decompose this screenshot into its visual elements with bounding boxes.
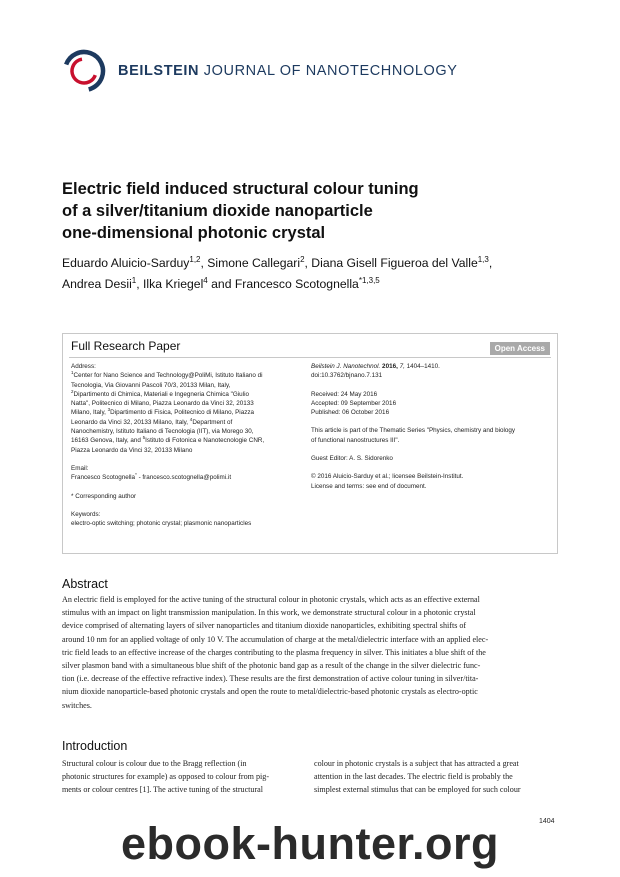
published-date: Published: 06 October 2016 [311, 409, 390, 417]
abstract-line: An electric field is employed for the active tuning of the structural colour in photonic crystals, which acts as an effective external [62, 595, 480, 604]
accepted-date: Accepted: 09 September 2016 [311, 399, 397, 407]
keywords-block [71, 510, 303, 529]
info-left-column [71, 362, 303, 537]
address-text: Dipartimento di Fisica, Politecnico di Milano, Piazza [110, 409, 254, 417]
address-text: Milano, Italy, [71, 409, 108, 417]
citation-year: 2016, [380, 363, 398, 370]
abstract-line: switches. [62, 700, 92, 710]
intro-line: simplest external stimulus that can be employed for such colour [314, 785, 521, 795]
license-block [311, 472, 553, 491]
address-line [71, 371, 303, 380]
author-scotognella: and Francesco Scotognella [207, 277, 359, 291]
address-block [71, 362, 303, 455]
guest-editor-block [311, 454, 553, 463]
affil-sup: 4 [203, 275, 208, 285]
abstract-line: stimulus with an impact on light transmission manipulation. In this work, we demonstrate structural colour in a photonic crystal [62, 608, 476, 618]
title-line-1: Electric field induced structural colour tuning [62, 180, 419, 198]
journal-title-bold: BEILSTEIN [118, 63, 200, 79]
address-text: Istituto di Fotonica e Nanotecnologie CNR, [145, 437, 265, 445]
affil-sup: 3 [107, 407, 111, 413]
abstract-line: around 10 nm for an applied voltage of only 10 V. The accumulation of charge at the metal/dielectric interface with an applied elec- [62, 634, 489, 644]
intro-line: Structural colour is colour due to the Bragg reflection (in [62, 759, 247, 768]
citation-volume: 7, [397, 363, 405, 370]
dates-block [311, 390, 553, 418]
author-line-1 [62, 253, 562, 274]
address-line: Nanochemistry, Istituto Italiano di Tecnologia (IIT), via Morego 30, [71, 428, 254, 436]
affil-sup: *1,3,5 [358, 275, 380, 285]
info-right-column [311, 362, 553, 500]
series-line: of functional nanostructures III". [311, 436, 400, 444]
received-date: Received: 24 May 2016 [311, 390, 378, 398]
journal-title [118, 63, 458, 79]
affil-sup: * [135, 472, 137, 478]
author-callegari: , Simone Callegari [200, 256, 301, 270]
introduction-left-column [62, 757, 306, 797]
keywords-label: Keywords: [71, 510, 101, 518]
doi-link[interactable]: doi:10.3762/bjnano.7.131 [311, 372, 383, 380]
intro-line: photonic structures for example) as opposed to colour from pig- [62, 772, 270, 782]
affil-sup: 5 [142, 435, 146, 441]
introduction-right-column [314, 757, 558, 797]
address-text: Dipartimento di Chimica, Materiali e Ingegneria Chimica "Giulio [73, 390, 249, 398]
abstract-line: silver plasmon band with a simultaneous blue shift of the photonic band gap as a result of the change in the silver dielectric func- [62, 661, 481, 671]
author-line-2 [62, 274, 562, 295]
thematic-series [311, 426, 553, 445]
license-line: License and terms: see end of document. [311, 482, 427, 490]
open-access-badge: Open Access [490, 342, 550, 355]
affil-sup: 2 [71, 388, 74, 394]
abstract-line: tric field leads to an effective increase of the charges contributing to the plasma frequency in silver. This initiates a blue shift of the [62, 647, 486, 657]
citation-journal: Beilstein J. Nanotechnol. [311, 363, 381, 370]
box-divider [69, 357, 551, 358]
title-line-2: of a silver/titanium dioxide nanoparticle [62, 202, 373, 220]
article-title [62, 178, 482, 244]
corresponding-author-text: * Corresponding author [71, 492, 137, 500]
affil-sup: 2 [300, 254, 305, 264]
address-line [71, 408, 303, 417]
corresponding-note [71, 492, 303, 501]
address-line [71, 390, 303, 399]
article-type: Full Research Paper [71, 339, 181, 353]
intro-line: ments or colour centres [1]. The active tuning of the structural [62, 785, 264, 795]
abstract-body [62, 593, 558, 712]
email-block [71, 464, 303, 483]
intro-line: attention in the last decades. The electric field is probably the [314, 772, 513, 782]
copyright-line: © 2016 Aluicio-Sarduy et al.; licensee Beilstein-Institut. [311, 473, 464, 481]
title-line-3: one-dimensional photonic crystal [62, 224, 326, 242]
keywords-text: electro-optic switching; photonic crystal; plasmonic nanoparticles [71, 520, 252, 528]
address-line: Piazza Leonardo da Vinci 32, 20133 Milano [71, 446, 193, 454]
author-figueroa: , Diana Gisell Figueroa del Valle [304, 256, 478, 270]
email-author: Francesco Scotognella [71, 474, 136, 482]
series-line: This article is part of the Thematic Series "Physics, chemistry and biology [311, 427, 516, 435]
abstract-line: device comprised of alternating layers of silver nanoparticles and titanium dioxide nanoparticles, exhibiting spectral shifts of [62, 621, 467, 631]
address-line [71, 436, 303, 445]
address-label: Address: [71, 363, 96, 370]
citation-line [311, 362, 553, 371]
address-text: Center for Nano Science and Technology@PoliMi, Istituto Italiano di [73, 372, 263, 380]
address-text: Department of [192, 418, 233, 426]
author-desii: Andrea Desii [62, 277, 132, 291]
address-line [71, 418, 303, 427]
address-text: Leonardo da Vinci 32, 20133 Milano, Italy, [71, 418, 190, 426]
guest-editor: Guest Editor: A. S. Sidorenko [311, 455, 393, 463]
email-line [71, 473, 303, 482]
abstract-heading: Abstract [62, 577, 108, 591]
author-kriegel: , Ilka Kriegel [136, 277, 204, 291]
intro-line: colour in photonic crystals is a subject that has attracted a great [314, 759, 519, 768]
email-label: Email: [71, 464, 89, 472]
address-line: Tecnologia, Via Giovanni Pascoli 70/3, 20133 Milan, Italy, [71, 381, 231, 389]
affil-sup: 1,2 [189, 254, 201, 264]
citation-block [311, 362, 553, 381]
page-number: 1404 [539, 818, 555, 825]
address-text: 16163 Genova, Italy, and [71, 437, 143, 445]
address-line: Natta", Politecnico di Milano, Piazza Leonardo da Vinci 32, 20133 [71, 400, 254, 408]
introduction-heading: Introduction [62, 739, 128, 753]
journal-header [62, 48, 458, 94]
affil-sup: 1,3 [477, 254, 489, 264]
author-list [62, 253, 562, 295]
affil-sup: 1 [131, 275, 137, 285]
affil-sup: 1 [71, 370, 74, 376]
article-info-box [62, 333, 558, 554]
journal-logo-icon [62, 49, 106, 93]
email-address[interactable]: - francesco.scotognella@polimi.it [136, 474, 232, 482]
watermark: ebook-hunter.org [121, 818, 499, 869]
affil-sup: 4 [189, 416, 193, 422]
abstract-line: tion (i.e. decrease of the effective refractive index). These results are the first demonstration of active colour tuning in silver/tita- [62, 674, 479, 684]
abstract-line: nium dioxide nanoparticle-based photonic crystals and open the route to metal/dielectric-based photonic crystals as electro-optic [62, 687, 478, 697]
citation-pages: 1404–1410. [404, 363, 440, 370]
journal-title-rest: JOURNAL OF NANOTECHNOLOGY [199, 63, 458, 79]
author-separator: , [488, 256, 493, 270]
author-aluicio-sarduy: Eduardo Aluicio-Sarduy [62, 256, 190, 270]
